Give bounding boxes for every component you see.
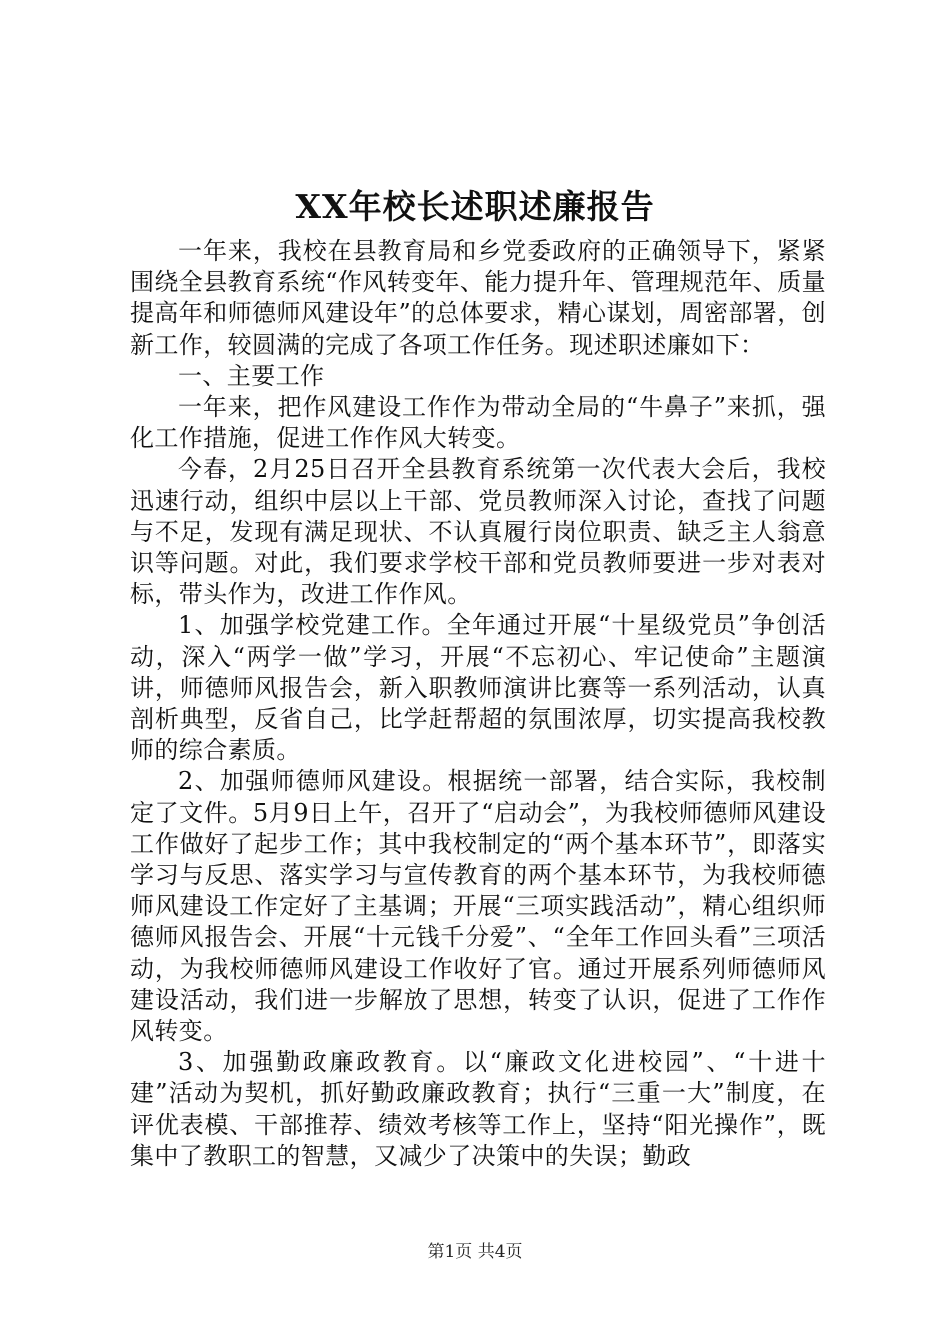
paragraph-intro: 一年来，我校在县教育局和乡党委政府的正确领导下，紧紧围绕全县教育系统“作风转变年、能力提升年、管理规范年、质量提高年和师德师风建设年”的总体要求，精心谋划，周密部署，创新工作，较圆满的完成了各项工作任务。现述职述廉如下： [130, 237, 826, 359]
document-body [130, 236, 826, 1172]
page-number-footer: 第1页 共4页 [427, 1242, 523, 1262]
paragraph-work-style: 一年来，把作风建设工作作为带动全局的“牛鼻子”来抓，强化工作措施，促进工作作风大转变。 [130, 393, 826, 453]
paragraph-integrity-education: 3、加强勤政廉政教育。以“廉政文化进校园”、“十进十建”活动为契机，抓好勤政廉政教育；执行“三重一大”制度，在评优表模、干部推荐、绩效考核等工作上，坚持“阳光操作”，既集中了教职工的智慧，又减少了决策中的失误；勤政 [130, 1048, 826, 1170]
paragraph-party-building: 1、加强学校党建工作。全年通过开展“十星级党员”争创活动，深入“两学一做”学习，开展“不忘初心、牢记使命”主题演讲，师德师风报告会，新入职教师演讲比赛等一系列活动，认真剖析典型，反省自己，比学赶帮超的氛围浓厚，切实提高我校教师的综合素质。 [130, 611, 826, 765]
section-heading-main-work: 一、主要工作 [178, 361, 325, 390]
paragraph-teacher-ethics: 2、加强师德师风建设。根据统一部署，结合实际，我校制定了文件。5月9日上午，召开了“启动会”，为我校师德师风建设工作做好了起步工作；其中我校制定的“两个基本环节”，即落实学习与反思、落实学习与宣传教育的两个基本环节，为我校师德师风建设工作定好了主基调；开展“三项实践活动”，精心组织师德师风报告会、开展“十元钱千分爱”、“全年工作回头看”三项活动，为我校师德师风建设工作收好了官。通过开展系列师德师风建设活动，我们进一步解放了思想，转变了认识，促进了工作作风转变。 [130, 767, 826, 1046]
paragraph-spring-meeting: 今春，2月25日召开全县教育系统第一次代表大会后，我校迅速行动，组织中层以上干部、党员教师深入讨论，查找了问题与不足，发现有满足现状、不认真履行岗位职责、缺乏主人翁意识等问题。对此，我们要求学校干部和党员教师要进一步对表对标，带头作为，改进工作作风。 [130, 455, 826, 609]
document-title: XX年校长述职述廉报告 [295, 187, 655, 226]
